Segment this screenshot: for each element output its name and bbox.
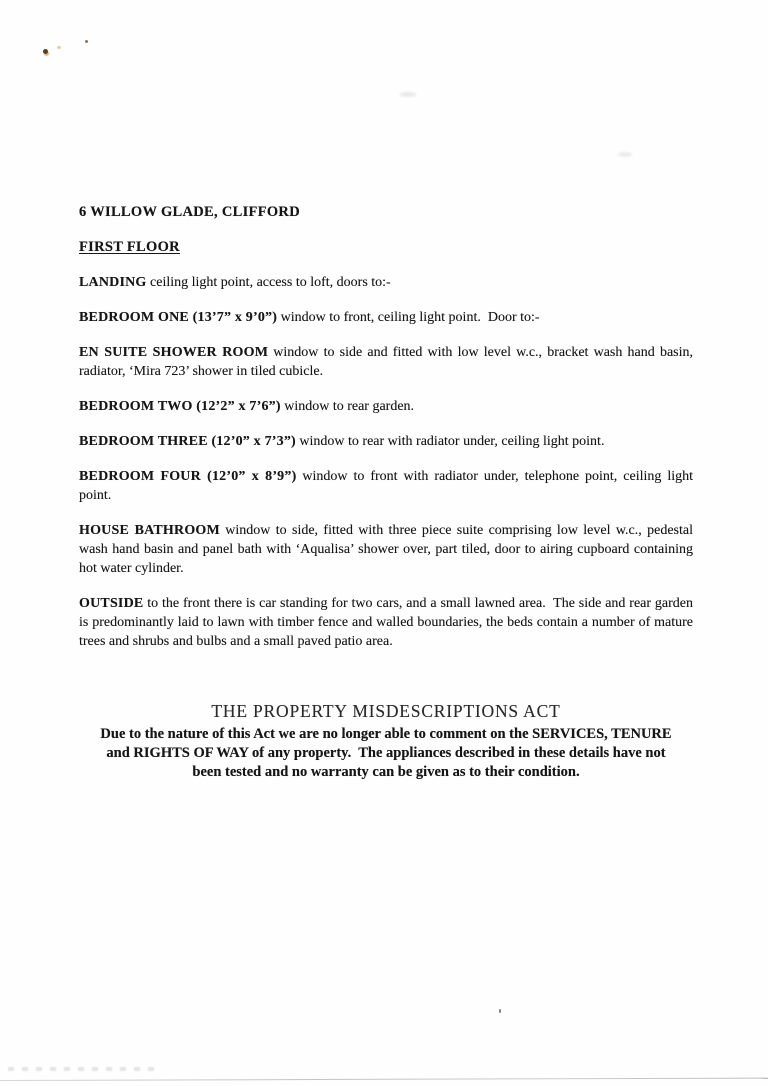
room-label: BEDROOM FOUR (12’0” x 8’9”) bbox=[79, 469, 297, 484]
scan-speck bbox=[499, 1009, 501, 1013]
scan-smudge bbox=[618, 152, 632, 157]
room-description: ceiling light point, access to loft, doors to:- bbox=[146, 275, 391, 290]
room-label: BEDROOM ONE (13’7” x 9’0”) bbox=[79, 310, 278, 325]
room-paragraph bbox=[79, 467, 693, 505]
room-description: window to front, ceiling light point. Door to:- bbox=[277, 310, 540, 325]
room-description: window to side, fitted with three piece suite comprising low level w.c., pedestal wash hand basin and panel bath with ‘Aqualisa’ shower over, part tiled, door to airing cupboard containing hot water cylinder. bbox=[79, 523, 693, 576]
scan-speck bbox=[57, 46, 61, 49]
notice-title: THE PROPERTY MISDESCRIPTIONS ACT bbox=[211, 701, 561, 721]
room-description: window to rear with radiator under, ceiling light point. bbox=[295, 434, 605, 449]
room-label: LANDING bbox=[79, 275, 147, 290]
room-label: OUTSIDE bbox=[79, 596, 144, 611]
room-description: to the front there is car standing for two cars, and a small lawned area. The side and rear garden is predominantly laid to lawn with timber fence and walled boundaries, the beds contain a number of mature trees and shrubs and bulbs and a small paved patio area. bbox=[79, 596, 693, 649]
page-edge-shadow bbox=[0, 1078, 768, 1082]
scan-smudge bbox=[8, 1067, 158, 1071]
room-paragraph bbox=[79, 521, 693, 578]
room-paragraph bbox=[79, 397, 693, 416]
scan-smudge bbox=[400, 92, 416, 97]
room-label: BEDROOM TWO (12’2” x 7’6”) bbox=[79, 399, 281, 414]
room-label: BEDROOM THREE (12’0” x 7’3”) bbox=[79, 434, 296, 449]
document-body bbox=[79, 203, 693, 782]
room-paragraph bbox=[79, 432, 693, 451]
room-label: HOUSE BATHROOM bbox=[79, 523, 220, 538]
room-paragraph bbox=[79, 273, 693, 292]
room-paragraph bbox=[79, 594, 693, 651]
room-description: window to rear garden. bbox=[280, 399, 415, 414]
scan-speck bbox=[85, 40, 88, 43]
misdescriptions-act-notice bbox=[79, 699, 693, 782]
property-address-title: 6 WILLOW GLADE, CLIFFORD bbox=[79, 204, 300, 220]
room-description: window to front with radiator under, telephone point, ceiling light point. bbox=[79, 469, 693, 503]
notice-body-text: Due to the nature of this Act we are no longer able to comment on the SERVICES, TENURE and RIGHTS OF WAY of any property. The appliances described in these details have not been tested and no warranty can be given as to their condition. bbox=[100, 726, 672, 780]
room-description: window to side and fitted with low level w.c., bracket wash hand basin, radiator, ‘Mira 723’ shower in tiled cubicle. bbox=[79, 345, 693, 379]
room-paragraph bbox=[79, 343, 693, 381]
scan-speck bbox=[43, 49, 48, 54]
paragraph-list bbox=[79, 273, 693, 651]
floor-section-heading: FIRST FLOOR bbox=[79, 239, 180, 255]
room-paragraph bbox=[79, 308, 693, 327]
room-label: EN SUITE SHOWER ROOM bbox=[79, 345, 269, 360]
